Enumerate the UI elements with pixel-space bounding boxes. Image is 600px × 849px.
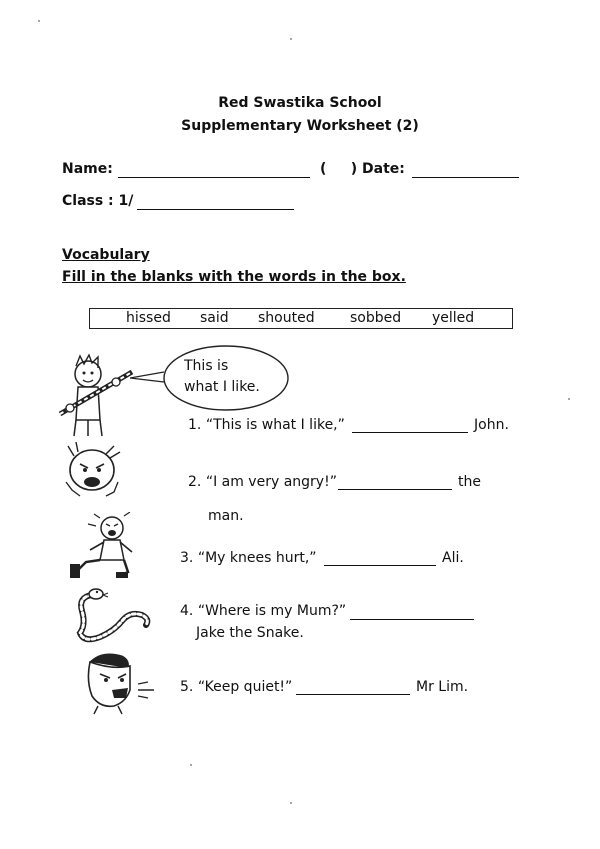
date-label: Date: [362,161,405,177]
date-field[interactable] [412,177,519,178]
question-1-number: 1. [188,417,202,433]
answer-5-blank[interactable] [296,694,410,695]
word-box [89,308,513,329]
angry-man-icon [58,442,128,498]
answer-1-blank[interactable] [352,432,468,433]
speech-line-2: what I like. [184,379,260,395]
school-name: Red Swastika School [218,95,382,111]
answer-3-blank[interactable] [324,565,436,566]
speech-pointer [130,368,170,388]
question-4 [180,603,346,619]
question-3 [180,550,317,566]
class-label: Class : 1/ [62,193,134,209]
answer-2-blank[interactable] [338,489,452,490]
word-hissed: hissed [126,310,171,326]
question-4-number: 4. [180,603,194,619]
question-3-number: 3. [180,550,194,566]
scan-speck [38,20,40,22]
question-5-number: 5. [180,679,194,695]
speech-bubble-text [184,356,260,398]
register-number-parens: ( ) [320,161,358,177]
question-1-after: John. [474,417,509,433]
question-2-number: 2. [188,474,202,490]
shouting-man-icon [78,650,162,716]
word-shouted: shouted [258,310,315,326]
question-2-quote: “I am very angry!” [205,474,337,490]
question-5 [180,679,292,695]
question-2-continuation: man. [208,508,244,524]
question-3-quote: “My knees hurt,” [197,550,317,566]
question-5-after: Mr Lim. [416,679,469,695]
speech-line-1: This is [184,358,229,374]
question-5-quote: “Keep quiet!” [197,679,293,695]
word-yelled: yelled [432,310,475,326]
question-2 [188,474,337,490]
boy-with-stick-icon [56,352,134,438]
scan-speck [568,398,570,400]
class-field[interactable] [137,209,294,210]
crying-boy-icon [66,512,140,580]
name-label: Name: [62,161,113,177]
question-1 [188,417,345,433]
word-sobbed: sobbed [350,310,402,326]
question-3-after: Ali. [442,550,464,566]
question-2-after: the [458,474,481,490]
scan-speck [190,764,192,766]
section-title: Vocabulary [62,247,150,263]
instruction-text: Fill in the blanks with the words in the box. [62,269,406,285]
word-said: said [200,310,229,326]
question-4-continuation: Jake the Snake. [196,625,304,641]
scan-speck [290,802,292,804]
question-4-quote: “Where is my Mum?” [197,603,347,619]
question-1-quote: “This is what I like,” [205,417,345,433]
name-field[interactable] [118,177,310,178]
snake-icon [70,585,154,643]
worksheet-title: Supplementary Worksheet (2) [181,118,419,134]
scan-speck [290,38,292,40]
answer-4-blank[interactable] [350,619,474,620]
